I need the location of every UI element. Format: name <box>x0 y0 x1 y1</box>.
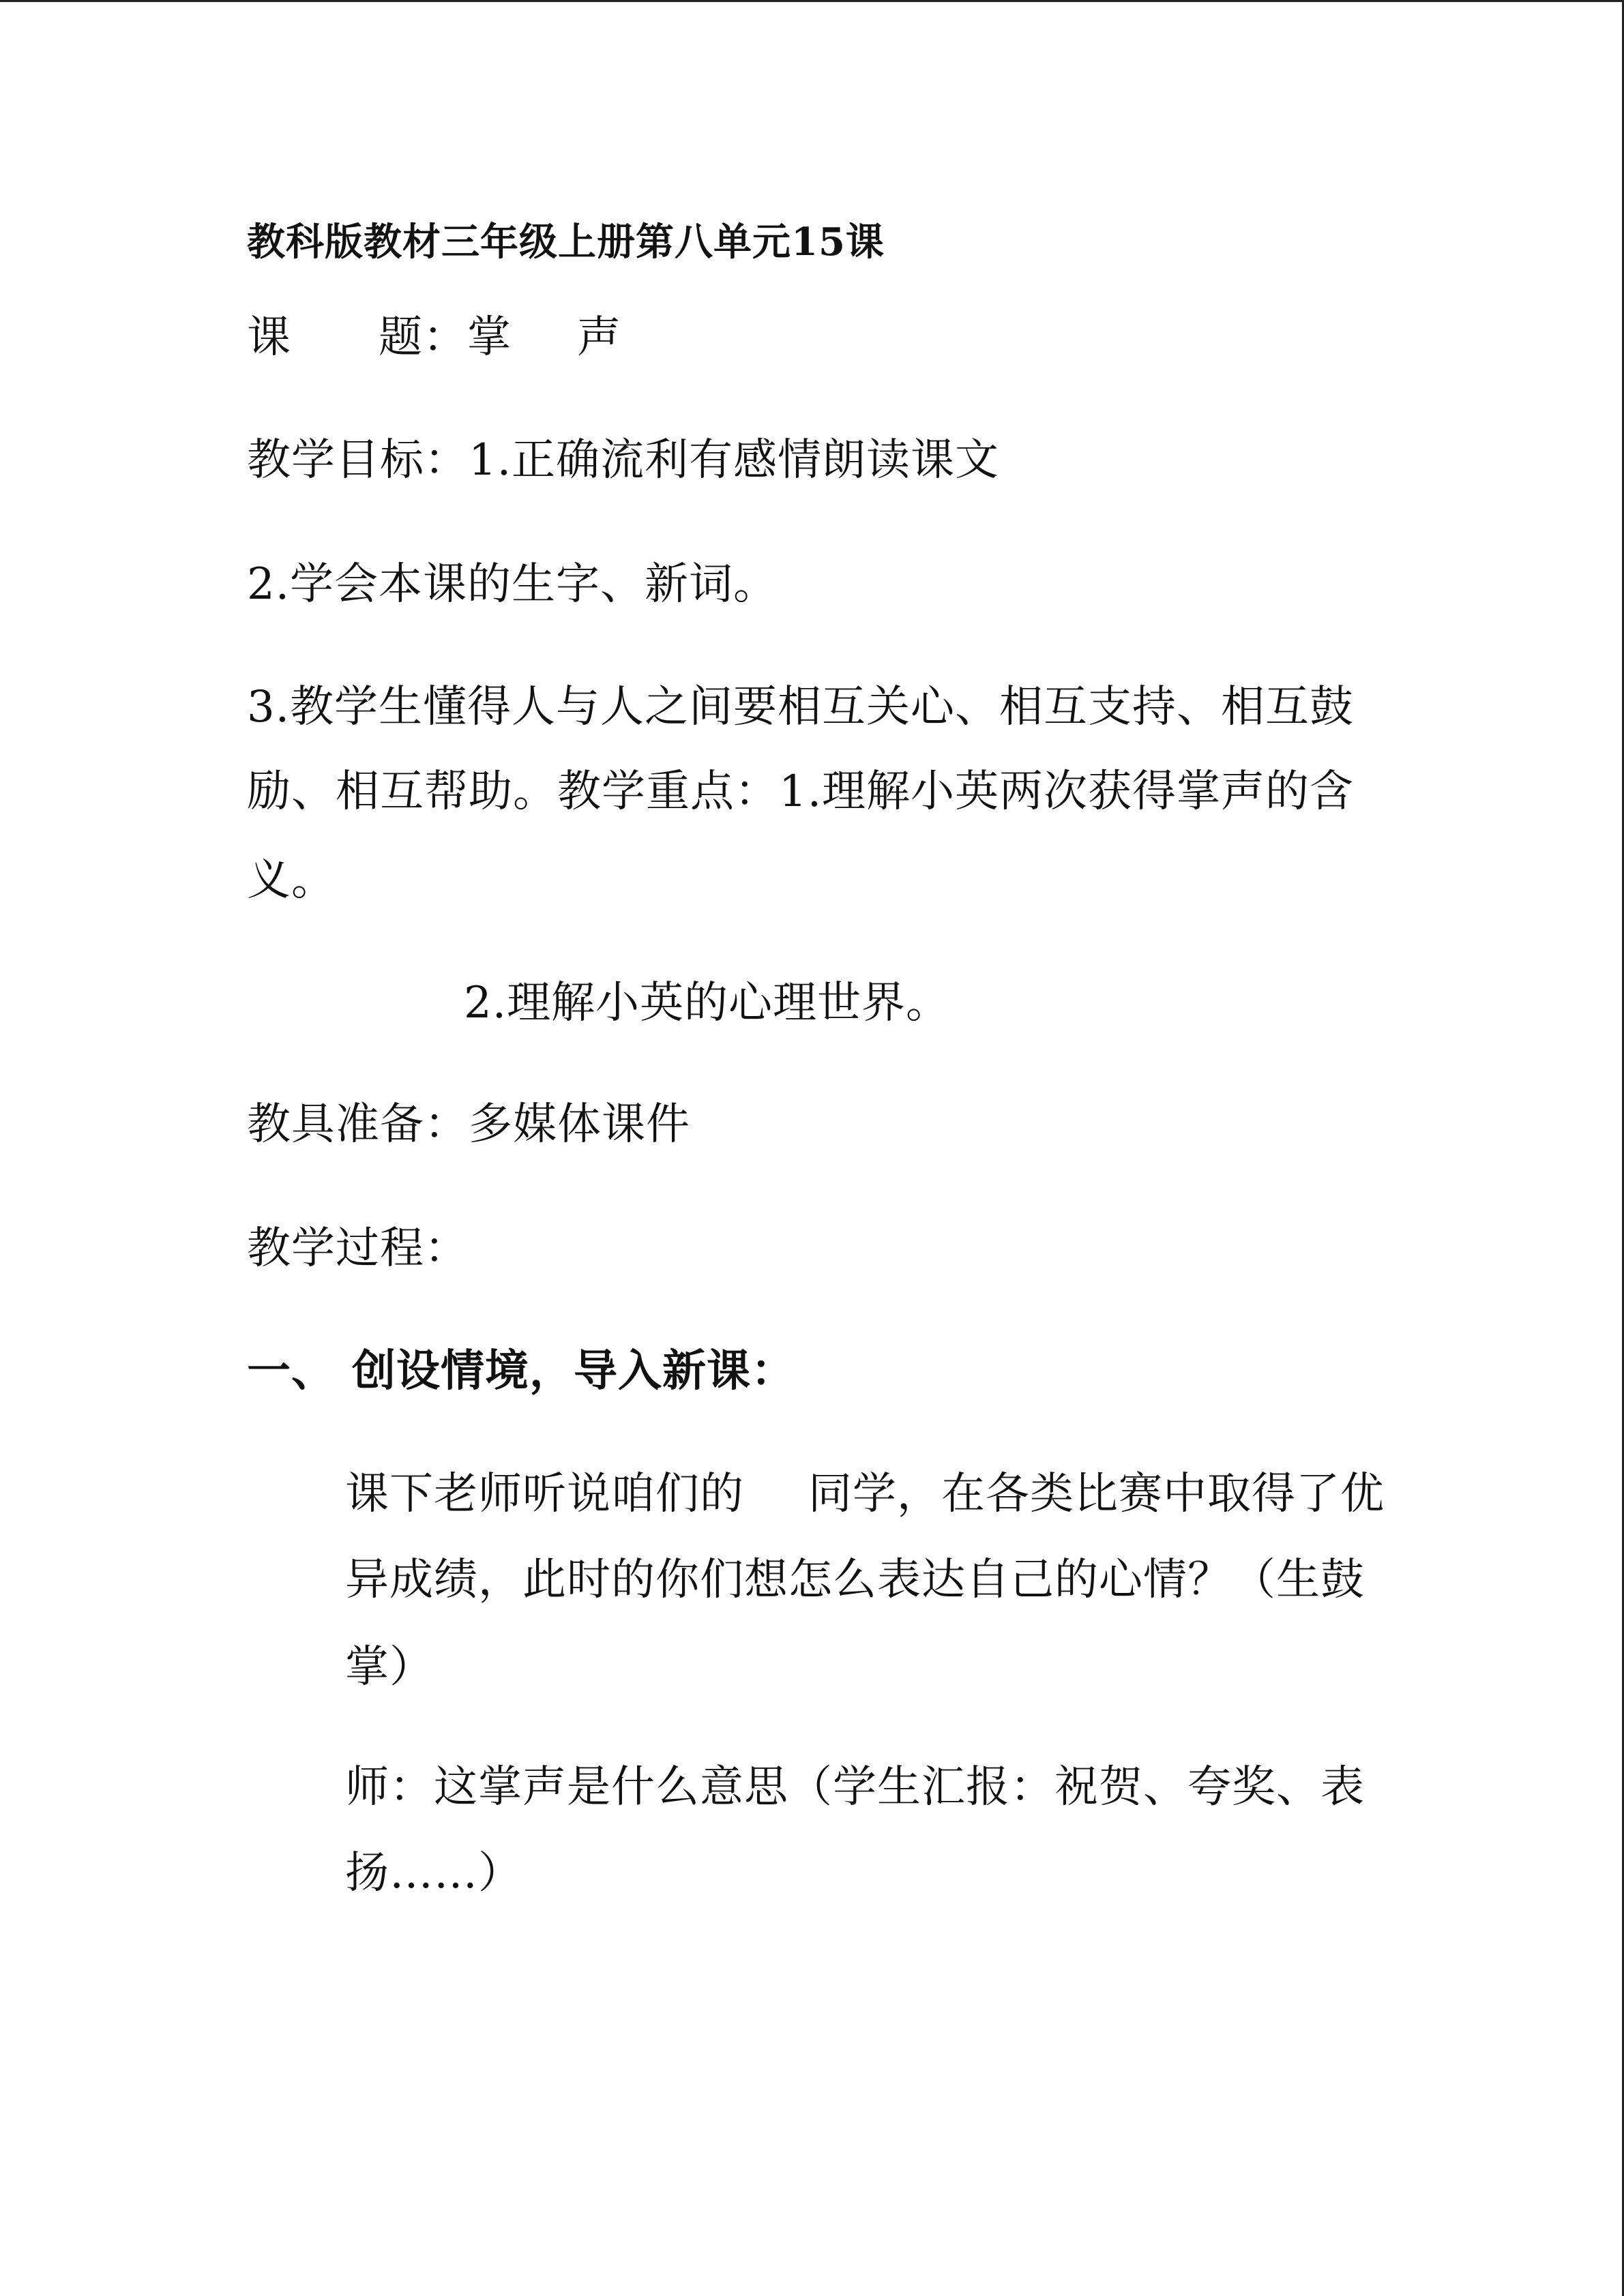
objectives-line-5: 义。 <box>247 855 336 906</box>
topic-title-part1: 掌 <box>467 312 512 363</box>
process-label: 教学过程： <box>247 1223 469 1274</box>
topic-title-part2: 声 <box>577 312 621 363</box>
objectives-line-2: 2.学会本课的生字、新词。 <box>247 559 778 610</box>
topic-label-part1: 课 <box>247 312 291 363</box>
section-1-para-2-line-1: 师：这掌声是什么意思（学生汇报：祝贺、夸奖、表 <box>345 1762 1365 1813</box>
section-1-heading <box>247 1344 795 1399</box>
section-1-para-1-line-1 <box>345 1467 1385 1521</box>
topic-line <box>247 310 621 365</box>
document-header: 教科版教材三年级上册第八单元15课 <box>247 220 885 265</box>
objectives-line-4: 励、相互帮助。教学重点：1.理解小英两次获得掌声的含 <box>247 766 1355 817</box>
objectives-line-1: 教学目标：1.正确流利有感情朗读课文 <box>247 435 1000 486</box>
topic-label-part2: 题： <box>379 312 467 363</box>
objectives-line-6: 2.理解小英的心理世界。 <box>464 978 951 1028</box>
objectives-line-3: 3.教学生懂得人与人之间要相互关心、相互支持、相互鼓 <box>247 682 1355 732</box>
section-1-para-1-line-3: 掌） <box>345 1642 434 1693</box>
section-1-para-1-line-1-part-1: 课下老师听说咱们的 <box>345 1469 744 1519</box>
materials-line: 教具准备：多媒体课件 <box>247 1099 690 1150</box>
section-1-para-1-line-2: 异成绩，此时的你们想怎么表达自己的心情？（生鼓 <box>345 1555 1365 1605</box>
section-1-para-2-line-2: 扬……） <box>345 1848 522 1898</box>
section-1-heading-text: 创设情境，导入新课： <box>352 1345 795 1397</box>
section-1-heading-number: 一、 <box>247 1345 336 1397</box>
section-1-para-1-line-1-part-2: 同学，在各类比赛中取得了优 <box>808 1469 1385 1519</box>
